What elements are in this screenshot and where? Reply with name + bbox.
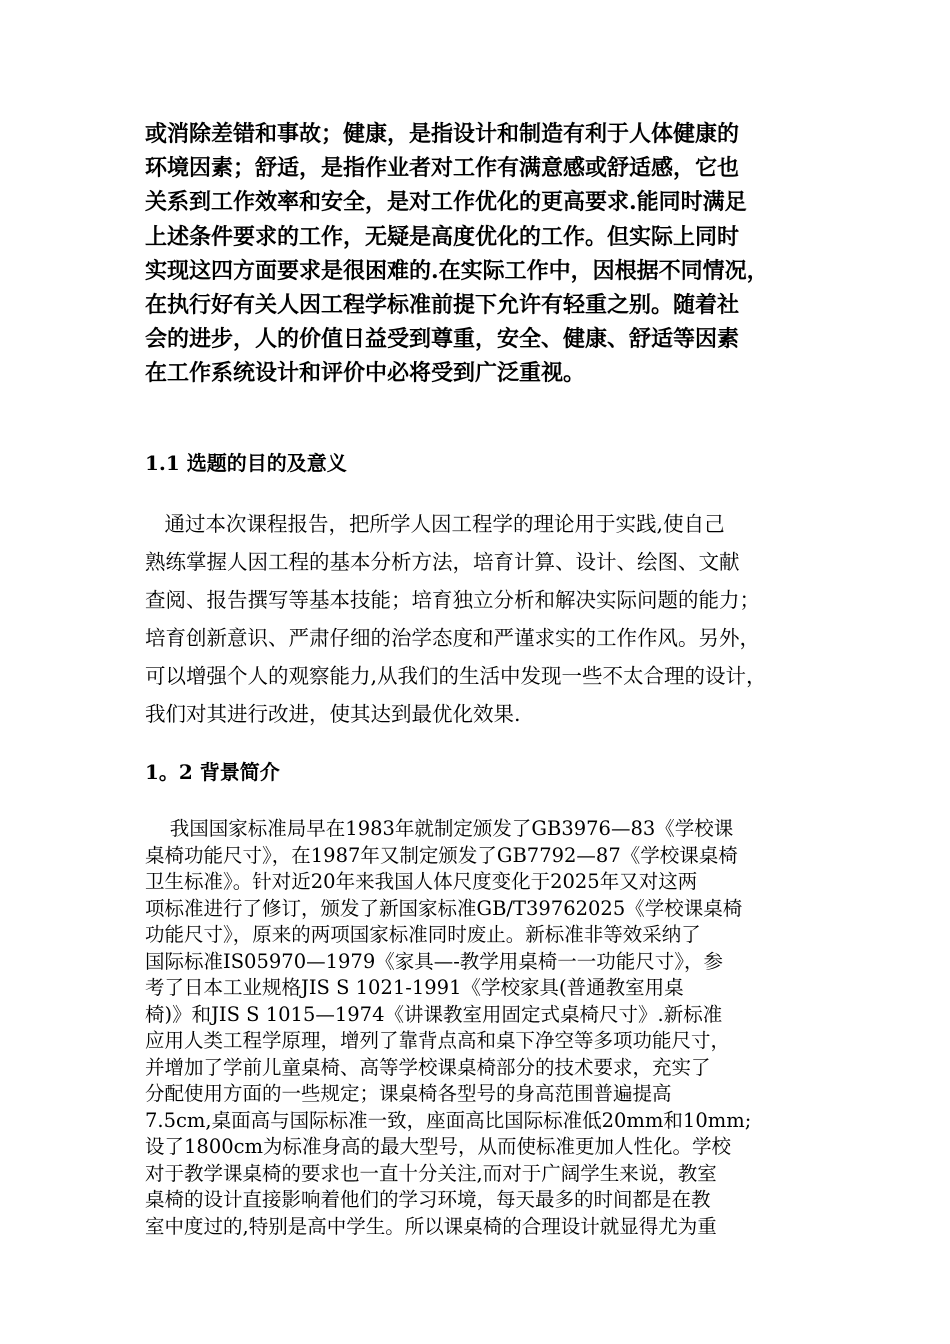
text-line: 国际标准IS05970—1979《家具—-教学用桌椅一一功能尺寸》，参 — [145, 949, 724, 973]
section-heading-1-1: 1.1 选题的目的及意义 — [145, 451, 347, 475]
text-line: 上述条件要求的工作，无疑是高度优化的工作。但实际上同时 — [145, 223, 740, 250]
text-line: 项标准进行了修订，颁发了新国家标准GB/T39762025《学校课桌椅 — [145, 896, 743, 920]
text-line: 会的进步，人的价值日益受到尊重，安全、健康、舒适等因素 — [145, 326, 740, 353]
text-line: 可以增强个人的观察能力,从我们的生活中发现一些不太合理的设计， — [145, 664, 767, 688]
text-line: 环境因素；舒适，是指作业者对工作有满意感或舒适感，它也 — [145, 155, 740, 182]
text-line: 我国国家标准局早在1983年就制定颁发了GB3976—83《学校课 — [145, 817, 734, 840]
text-line: 室中度过的,特别是高中学生。所以课桌椅的合理设计就显得尤为重 — [145, 1214, 717, 1238]
text-line: 考了日本工业规格JIS S 1021-1991《学校家具(普通教室用桌 — [145, 976, 684, 999]
text-line: 设了1800cm为标准身高的最大型号，从而使标准更加人性化。学校 — [145, 1135, 732, 1158]
intro-paragraph — [145, 117, 825, 391]
text-line: 并增加了学前儿童桌椅、高等学校课桌椅部分的技术要求，充实了 — [145, 1055, 711, 1079]
text-line: 查阅、报告撰写等基本技能；培育独立分析和解决实际问题的能力； — [145, 588, 760, 612]
text-line: 或消除差错和事故；健康，是指设计和制造有利于人体健康的 — [145, 121, 740, 147]
text-line: 在执行好有关人因工程学标准前提下允许有轻重之别。随着社 — [145, 292, 740, 319]
section-1-2-paragraph — [145, 816, 825, 1240]
text-line: 通过本次课程报告，把所学人因工程学的理论用于实践,使自己 — [145, 512, 725, 536]
section-heading-1-2: 1。2 背景简介 — [145, 760, 280, 784]
text-line: 关系到工作效率和安全，是对工作优化的更高要求.能同时满足 — [145, 189, 747, 216]
text-line: 卫生标准》。针对近20年来我国人体尺度变化于2025年又对这两 — [145, 870, 698, 893]
text-line: 7.5cm,桌面高与国际标准一致，座面高比国际标准低20mm和10mm; — [145, 1108, 752, 1132]
text-line: 培育创新意识、严肃仔细的治学态度和严谨求实的工作作风。另外， — [145, 626, 760, 650]
text-line: 功能尺寸》，原来的两项国家标准同时废止。新标准非等效采纳了 — [145, 923, 701, 946]
text-line: 桌椅功能尺寸》，在1987年又制定颁发了GB7792—87《学校课桌椅 — [145, 843, 738, 867]
text-line: 熟练掌握人因工程的基本分析方法，培育计算、设计、绘图、文献 — [145, 550, 740, 574]
text-line: 应用人类工程学原理，增列了靠背点高和桌下净空等多项功能尺寸， — [145, 1029, 731, 1052]
section-1-1-paragraph — [145, 505, 825, 733]
text-line: 我们对其进行改进，使其达到最优化效果. — [145, 702, 521, 726]
text-line: 在工作系统设计和评价中必将受到广泛重视。 — [145, 360, 586, 387]
text-line: 实现这四方面要求是很困难的.在实际工作中，因根据不同情况， — [145, 257, 769, 284]
text-line: 桌椅的设计直接影响着他们的学习环境，每天最多的时间都是在教 — [145, 1188, 711, 1211]
text-line: 对于教学课桌椅的要求也一直十分关注,而对于广阔学生来说，教室 — [145, 1161, 717, 1185]
text-line: 椅)》和JIS S 1015—1974《讲课教室用固定式桌椅尺寸》.新标准 — [145, 1002, 723, 1026]
text-line: 分配使用方面的一些规定；课桌椅各型号的身高范围普遍提高 — [145, 1082, 672, 1105]
